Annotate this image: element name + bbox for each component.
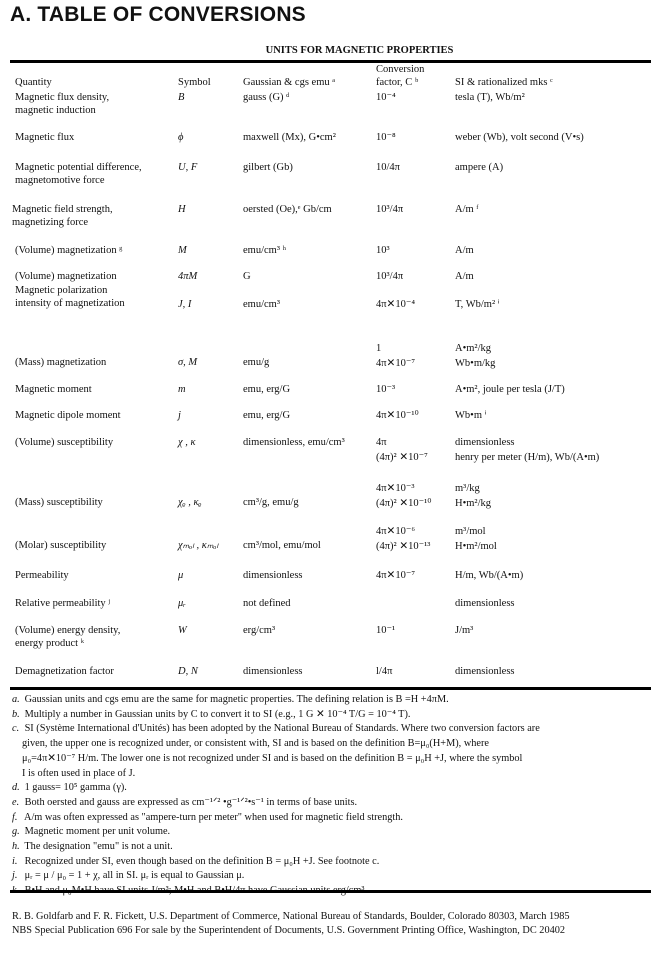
si-line: T, Wb/m² ⁱ [455, 299, 500, 310]
conversion-cell [376, 91, 396, 104]
quantity-line: intensity of magnetization [15, 298, 125, 309]
quantity-line: (Volume) magnetization [15, 271, 117, 282]
symbol-cell: ϕ [178, 132, 184, 143]
si-line: A/m [455, 245, 474, 256]
footnote [12, 825, 170, 840]
si-line: ampere (A) [455, 162, 504, 173]
conversion-line: 10⁻⁴ [376, 92, 396, 103]
quantity-line: Magnetic polarization [15, 285, 108, 296]
si-line: m³/mol [455, 526, 486, 537]
footnote-label: d. [12, 782, 20, 794]
quantity-line: Demagnetization factor [15, 666, 114, 677]
header-conversion-line2: factor, C ᵇ [376, 77, 419, 88]
conversion-cell [376, 665, 392, 678]
si-line: Wb•m ⁱ [455, 410, 487, 421]
gaussian-cell: cm³/mol, emu/mol [243, 540, 321, 551]
conversion-cell [376, 131, 396, 144]
symbol-cell: m [178, 384, 186, 395]
conversion-cell [376, 436, 428, 465]
si-cell [455, 342, 495, 371]
quantity-cell [15, 624, 120, 650]
header-symbol: Symbol [178, 77, 211, 88]
quantity-line: Magnetic flux density, [15, 92, 110, 103]
si-line: dimensionless [455, 666, 515, 677]
si-cell [455, 298, 500, 311]
conversion-line: 10⁻¹ [376, 625, 396, 636]
symbol-cell: B [178, 92, 185, 103]
si-cell [455, 161, 503, 174]
si-cell [455, 624, 473, 637]
gaussian-cell: emu/cm³ [243, 299, 280, 310]
si-cell [455, 665, 515, 678]
quantity-line: (Volume) energy density, [15, 625, 121, 636]
quantity-cell [15, 665, 114, 678]
si-line: A/m [455, 271, 474, 282]
conversion-line: 10/4π [376, 162, 400, 173]
conversion-line: 4π✕10⁻⁷ [376, 570, 416, 581]
quantity-cell [15, 597, 110, 610]
si-cell [455, 569, 523, 582]
si-line: dimensionless [455, 598, 515, 609]
conversion-cell [376, 203, 403, 216]
footnote-label: f. [12, 811, 18, 823]
si-cell [455, 383, 565, 396]
conversion-cell [376, 624, 395, 637]
footnote-line [12, 855, 379, 870]
footnote [12, 708, 410, 723]
conversion-line: (4π)² ✕10⁻⁷ [376, 451, 428, 463]
footnote-label: b. [12, 708, 20, 720]
quantity-cell [15, 496, 103, 509]
footnote-label: c. [12, 723, 20, 735]
quantity-line: magnetomotive force [15, 175, 105, 186]
conversion-line: 4π✕10⁻⁶ [376, 526, 416, 537]
quantity-cell [15, 270, 117, 283]
header-conversion [376, 63, 424, 89]
citation [12, 910, 570, 938]
footnote [12, 781, 127, 796]
quantity-line: Magnetic dipole moment [15, 410, 121, 421]
footnote-label: j. [12, 870, 18, 882]
quantity-cell [15, 569, 69, 582]
footnote-text: 1 gauss= 10⁵ gamma (γ). [22, 782, 127, 794]
quantity-cell [15, 91, 109, 117]
footnote [12, 811, 403, 826]
footnote-text: Magnetic moment per unit volume. [22, 826, 171, 838]
conversion-line: (4π)² ✕10⁻¹⁰ [376, 497, 432, 509]
si-cell [455, 409, 487, 422]
si-cell [455, 482, 491, 511]
conversion-line: 4π✕10⁻⁷ [376, 357, 416, 369]
symbol-cell: χᵨ , κᵨ [178, 497, 202, 508]
quantity-cell [15, 161, 142, 187]
quantity-cell [15, 436, 113, 449]
si-line: Wb•m/kg [455, 357, 496, 369]
symbol-cell: σ, M [178, 357, 198, 368]
quantity-cell [15, 539, 106, 552]
quantity-line: Magnetic flux [15, 132, 75, 143]
si-cell [455, 203, 478, 216]
si-cell [455, 436, 599, 465]
footnote-line [12, 796, 357, 811]
quantity-line: Magnetic moment [15, 384, 92, 395]
si-line: dimensionless [455, 437, 515, 448]
conversion-cell [376, 342, 415, 371]
conversion-line: 4π✕10⁻³ [376, 483, 415, 494]
footnote-line [12, 708, 410, 723]
gaussian-cell: emu/cm³ ʰ [243, 245, 286, 256]
conversion-cell [376, 383, 395, 396]
symbol-cell: μ [178, 570, 184, 581]
footnote-text: A/m was often expressed as "ampere-turn per meter" when used for magnetic field strength. [22, 811, 403, 823]
conversion-line: 10³ [376, 245, 390, 256]
footnote-line [12, 781, 127, 796]
si-line: weber (Wb), volt second (V•s) [455, 132, 584, 143]
header-si: SI & rationalized mks ᶜ [455, 77, 553, 88]
quantity-line: Magnetic potential difference, [15, 162, 142, 173]
conversion-line: 4π✕10⁻⁴ [376, 299, 416, 310]
si-cell [455, 91, 525, 104]
citation-line: R. B. Goldfarb and F. R. Fickett, U.S. Department of Commerce, National Bureau of Standards, Boulder, Colorado 80303, March 1985 [12, 911, 570, 922]
conversion-cell [376, 409, 419, 422]
si-line: A•m², joule per tesla (J/T) [455, 384, 565, 395]
footnote-line [12, 693, 449, 708]
si-cell [455, 131, 584, 144]
footnote-line: μ₀=4π✕10⁻⁷ H/m. The lower one is not recognized under SI and is based on the definition B = μ₀H +J, where the symbol [22, 752, 523, 764]
footnote-line: I is often used in place of J. [22, 767, 136, 779]
symbol-cell: U, F [178, 162, 198, 173]
si-line: A/m ᶠ [455, 204, 479, 215]
conversion-cell [376, 270, 403, 283]
footnote-text: Recognized under SI, even though based on the definition B = μ₀H +J. See footnote c. [22, 855, 380, 867]
quantity-cell [15, 409, 121, 422]
footnotes-bottom-rule [10, 890, 651, 893]
gaussian-cell: cm³/g, emu/g [243, 497, 299, 508]
conversion-line: 10³/4π [376, 204, 404, 215]
quantity-line: (Volume) magnetization ᵍ [15, 245, 123, 256]
footnote-text: Gaussian units and cgs emu are the same for magnetic properties. The defining relation is B =H +4πM. [22, 694, 449, 705]
conversion-line: 10³/4π [376, 271, 404, 282]
footnote [12, 722, 540, 781]
footnote-line [12, 811, 403, 826]
footnote [12, 840, 173, 855]
quantity-line: Relative permeability ʲ [15, 598, 110, 609]
si-line: henry per meter (H/m), Wb/(A•m) [455, 451, 600, 463]
footnote [12, 693, 449, 708]
gaussian-cell: emu, erg/G [243, 410, 291, 421]
header-conversion-line1: Conversion [376, 64, 425, 75]
footnote-label: i. [12, 855, 18, 867]
conversion-line: l/4π [376, 666, 393, 677]
si-cell [455, 270, 474, 283]
footnote-line [12, 840, 173, 855]
symbol-cell: 4πM [178, 271, 198, 282]
conversion-line: 1 [376, 343, 382, 354]
quantity-line: (Mass) magnetization [15, 357, 107, 368]
quantity-cell [15, 131, 74, 144]
gaussian-cell: oersted (Oe),ᵉ Gb/cm [243, 204, 332, 215]
quantity-line: (Molar) susceptibility [15, 540, 107, 551]
quantity-line: magnetizing force [12, 217, 89, 228]
symbol-cell: J, I [178, 299, 192, 310]
footnote-text: SI (Système International d'Unités) has been adopted by the National Bureau of Standards. Where two conversion factors are [22, 723, 540, 735]
quantity-line: Permeability [15, 570, 69, 581]
footnote-text: Both oersted and gauss are expressed as cm⁻¹ᐟ² •g⁻¹ᐟ²•s⁻¹ in terms of base units. [22, 796, 358, 808]
symbol-cell: μᵣ [178, 598, 186, 609]
quantity-line: magnetic induction [15, 105, 96, 116]
gaussian-cell: G [243, 271, 251, 282]
quantity-line: (Mass) susceptibility [15, 497, 103, 508]
quantity-line: energy product ᵏ [15, 638, 85, 649]
gaussian-cell: emu, erg/G [243, 384, 291, 395]
quantity-line: (Volume) susceptibility [15, 437, 114, 448]
symbol-cell: M [178, 245, 187, 256]
quantity-cell [12, 203, 113, 229]
quantity-cell [15, 383, 92, 396]
gaussian-cell: dimensionless, emu/cm³ [243, 437, 345, 448]
symbol-cell: j [178, 410, 181, 421]
symbol-cell: χₘₒₗ , κₘₒₗ [178, 540, 219, 551]
gaussian-cell: gauss (G) ᵈ [243, 92, 290, 103]
si-line: J/m³ [455, 625, 474, 636]
symbol-cell: H [178, 204, 186, 215]
footnote-text: μᵣ = μ / μ₀ = 1 + χ, all in SI. μᵣ is equal to Gaussian μ. [22, 870, 245, 882]
conversion-cell [376, 482, 432, 511]
footnote-label: a. [12, 694, 20, 705]
footnote-text: The designation "emu" is not a unit. [22, 841, 173, 852]
quantity-cell [15, 356, 106, 369]
si-line: A•m²/kg [455, 343, 491, 354]
gaussian-cell: erg/cm³ [243, 625, 276, 636]
conversion-line: 10⁻⁸ [376, 132, 396, 143]
table-title: UNITS FOR MAGNETIC PROPERTIES [265, 45, 454, 56]
si-line: H/m, Wb/(A•m) [455, 570, 524, 581]
footnotes-top-rule [10, 687, 651, 690]
symbol-cell: D, N [178, 666, 198, 677]
citation-line: NBS Special Publication 696 For sale by the Superintendent of Documents, U.S. Government Printing Office, Washington, DC 20402 [12, 925, 566, 936]
footnote-label: h. [12, 841, 20, 852]
symbol-cell: W [178, 625, 187, 636]
gaussian-cell: dimensionless [243, 666, 303, 677]
gaussian-cell: dimensionless [243, 570, 303, 581]
header-quantity: Quantity [15, 77, 52, 88]
conversion-cell [376, 569, 415, 582]
footnote [12, 869, 244, 884]
conversion-line: 10⁻³ [376, 384, 396, 395]
conversion-line: 4π [376, 437, 387, 448]
si-cell [455, 244, 474, 257]
conversion-line: (4π)² ✕10⁻¹³ [376, 540, 431, 552]
gaussian-cell: maxwell (Mx), G•cm² [243, 132, 336, 143]
gaussian-cell: not defined [243, 598, 291, 609]
conversion-cell [376, 525, 430, 554]
page-title: A. TABLE OF CONVERSIONS [10, 3, 306, 26]
footnote [12, 855, 379, 870]
si-line: tesla (T), Wb/m² [455, 92, 525, 103]
quantity-line: Magnetic field strength, [12, 204, 113, 215]
footnote-label: e. [12, 796, 20, 808]
footnote [12, 796, 357, 811]
si-line: H•m²/mol [455, 540, 497, 552]
si-line: m³/kg [455, 483, 480, 494]
quantity-cell [15, 284, 125, 310]
conversion-cell [376, 244, 390, 257]
footnote-line [12, 722, 540, 737]
si-cell [455, 525, 497, 554]
gaussian-cell: gilbert (Gb) [243, 162, 293, 173]
si-line: H•m²/kg [455, 497, 491, 509]
footnote-line [12, 825, 170, 840]
symbol-cell: χ , κ [178, 437, 196, 448]
conversion-line: 4π✕10⁻¹⁰ [376, 410, 419, 421]
table-top-rule [10, 60, 651, 63]
conversion-cell [376, 298, 415, 311]
footnote-text: Multiply a number in Gaussian units by C to convert it to SI (e.g., 1 G ✕ 10⁻⁴ T/G = 10⁻⁴ T). [22, 708, 411, 720]
footnote-label: g. [12, 826, 20, 838]
header-gaussian: Gaussian & cgs emu ᵃ [243, 77, 336, 88]
footnote-line [12, 869, 244, 884]
quantity-cell [15, 244, 122, 257]
conversion-cell [376, 161, 400, 174]
footnote-line: given, the upper one is recognized under, or consistent with, SI and is based on the definition B=μ₀(H+M), where [22, 738, 489, 750]
si-cell [455, 597, 515, 610]
gaussian-cell: emu/g [243, 357, 270, 368]
